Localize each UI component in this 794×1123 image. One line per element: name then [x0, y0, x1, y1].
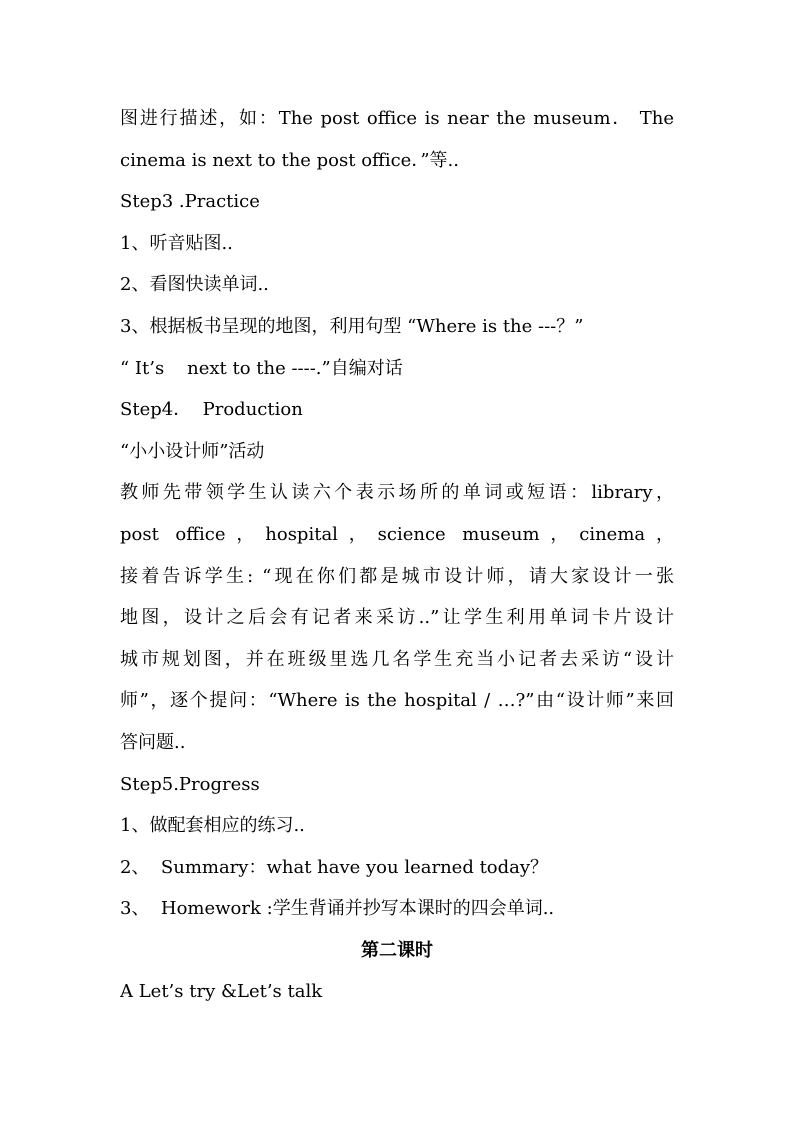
step-heading: Step3 .Practice	[120, 191, 260, 213]
list-item: 3、根据板书呈现的地图，利用句型 “Where is the ---？”	[120, 315, 584, 337]
paragraph-line: 城市规划图，并在班级里选几名学生充当小记者去采访“设计	[120, 648, 674, 670]
paragraph-line: cinema is next to the post office．”等..	[120, 149, 459, 171]
paragraph-line: “ It’s next to the ----.”自编对话	[120, 357, 403, 379]
paragraph-line: 图进行描述，如：The post office is near the museum． The	[120, 108, 674, 129]
list-item: 2、看图快读单词..	[120, 274, 269, 296]
document-page	[120, 98, 674, 1013]
paragraph-line: 地图，设计之后会有记者来采访..”让学生利用单词卡片设计	[120, 607, 674, 629]
section-title: 第二课时	[361, 939, 433, 961]
paragraph-line: 接着告诉学生: “现在你们都是城市设计师，请大家设计一张	[120, 565, 674, 587]
activity-title: “小小设计师”活动	[120, 440, 265, 462]
list-item: 1、做配套相应的练习..	[120, 815, 305, 837]
paragraph-line: 答问题..	[120, 731, 186, 753]
paragraph-line: post office，hospital，science museum，cinema，	[120, 523, 674, 545]
step-heading: Step5.Progress	[120, 773, 260, 795]
list-item: 3、 Homework :学生背诵并抄写本课时的四会单词..	[120, 898, 555, 920]
list-item: 1、听音贴图..	[120, 232, 233, 254]
list-item: 2、 Summary：what have you learned today？	[120, 856, 549, 878]
step-heading: Step4． Production	[120, 399, 303, 421]
subsection-heading: A Let’s try &Let’s talk	[120, 981, 323, 1003]
paragraph-line: 师”，逐个提问：“Where is the hospital / …?”由“设计师”来回	[120, 690, 674, 712]
paragraph-line: 教师先带领学生认读六个表示场所的单词或短语：library，	[120, 482, 674, 504]
